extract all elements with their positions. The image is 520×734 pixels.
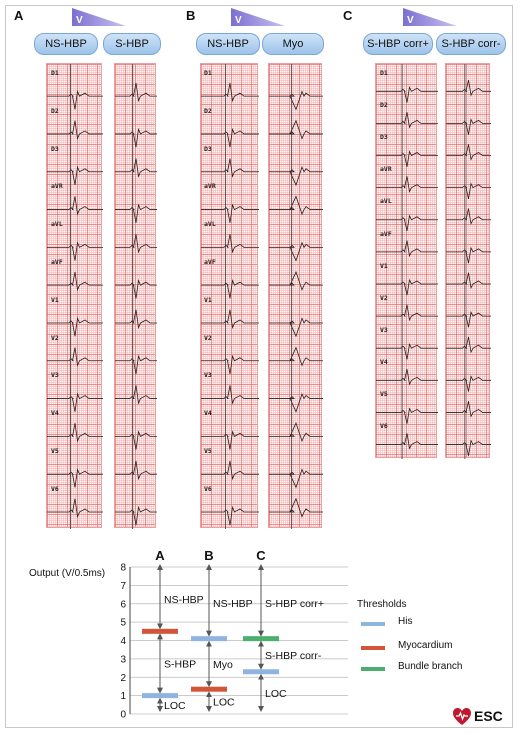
lead-label: D3 [51, 144, 59, 153]
region-label: S-HBP corr- [265, 650, 322, 663]
lead-label: D2 [51, 106, 59, 115]
region-label: LOC [265, 687, 287, 700]
panel-letter-b: B [186, 8, 196, 23]
lead-label: V1 [380, 261, 388, 270]
lead-label: V2 [380, 293, 388, 302]
pacing-mode-pill: NS-HBP [34, 33, 98, 55]
y-tick-label: 8 [120, 562, 126, 574]
lead-label: V5 [380, 390, 388, 399]
y-tick-label: 4 [120, 636, 126, 647]
lead-label: V1 [51, 295, 59, 304]
threshold-bar-his [191, 636, 227, 641]
lead-label: V5 [51, 447, 59, 456]
lead-label: V3 [204, 371, 212, 380]
lead-label: aVL [204, 220, 216, 229]
y-axis-label: Output (V/0.5ms) [29, 568, 106, 579]
lead-label: aVF [51, 258, 63, 267]
legend-label-his: His [398, 616, 413, 627]
lead-label: D3 [204, 144, 212, 153]
esc-logo-text: ESC [474, 708, 503, 724]
region-label: NS-HBP [213, 597, 253, 610]
legend-swatch-his [361, 622, 385, 626]
lead-label: D1 [204, 69, 212, 77]
lead-label: V2 [204, 333, 212, 342]
threshold-bar-bundle-branch [243, 636, 279, 641]
pacing-mode-pill: Myo [262, 33, 324, 55]
lead-label: V2 [51, 333, 59, 342]
pacing-mode-pill: NS-HBP [196, 33, 260, 55]
threshold-bar-his [142, 693, 178, 698]
lead-label: V6 [380, 422, 388, 431]
y-tick-label: 6 [120, 599, 126, 611]
lead-label: aVL [51, 220, 63, 229]
lead-label: V3 [51, 371, 59, 380]
panel-letter-a: A [14, 8, 24, 23]
threshold-bar-his [243, 669, 279, 674]
y-tick-label: 3 [120, 654, 126, 666]
voltage-label: V [407, 15, 414, 26]
region-label: Myo [213, 658, 233, 671]
y-tick-label: 2 [120, 672, 126, 684]
region-label: LOC [164, 699, 186, 712]
region-label: S-HBP [164, 658, 197, 671]
column-letter-a: A [155, 548, 165, 563]
threshold-bar-myocardium [142, 629, 178, 634]
lead-label: V5 [204, 447, 212, 456]
lead-label: D2 [380, 101, 388, 110]
y-tick-label: 0 [120, 709, 126, 721]
column-letter-c: C [256, 548, 266, 563]
lead-label: aVR [51, 182, 63, 191]
lead-label: V4 [204, 409, 212, 418]
y-tick-label: 7 [120, 580, 126, 592]
legend-label-bundle-branch: Bundle branch [398, 661, 463, 672]
pacing-mode-pill: S-HBP corr+ [363, 33, 433, 55]
lead-label: V6 [204, 484, 212, 493]
y-tick-label: 1 [120, 691, 126, 703]
lead-label: aVL [380, 197, 392, 206]
region-label: NS-HBP [164, 594, 204, 607]
lead-label: V4 [380, 358, 388, 367]
region-label: LOC [213, 696, 235, 709]
legend-label-myocardium: Myocardium [398, 640, 453, 651]
lead-label: D3 [380, 133, 388, 142]
lead-label: V6 [51, 484, 59, 493]
lead-label: D2 [204, 106, 212, 115]
region-label: S-HBP corr+ [265, 597, 325, 610]
lead-label: D1 [380, 69, 388, 77]
voltage-label: V [76, 15, 83, 26]
voltage-label: V [235, 15, 242, 26]
legend-swatch-bundle-branch [361, 667, 385, 671]
lead-label: V1 [204, 295, 212, 304]
pacing-mode-pill: S-HBP [103, 33, 161, 55]
lead-label: aVR [380, 165, 392, 174]
pacing-mode-pill: S-HBP corr- [436, 33, 506, 55]
y-tick-label: 5 [120, 617, 126, 629]
lead-label: V3 [380, 325, 388, 334]
lead-label: aVR [204, 182, 216, 191]
lead-label: D1 [51, 69, 59, 77]
legend-title: Thresholds [357, 599, 407, 610]
lead-label: aVF [204, 258, 216, 267]
heart-icon [452, 707, 472, 727]
lead-label: aVF [380, 229, 392, 238]
threshold-bar-myocardium [191, 687, 227, 692]
column-letter-b: B [204, 548, 214, 563]
lead-label: V4 [51, 409, 59, 418]
legend-swatch-myocardium [361, 646, 385, 650]
panel-letter-c: C [343, 8, 353, 23]
